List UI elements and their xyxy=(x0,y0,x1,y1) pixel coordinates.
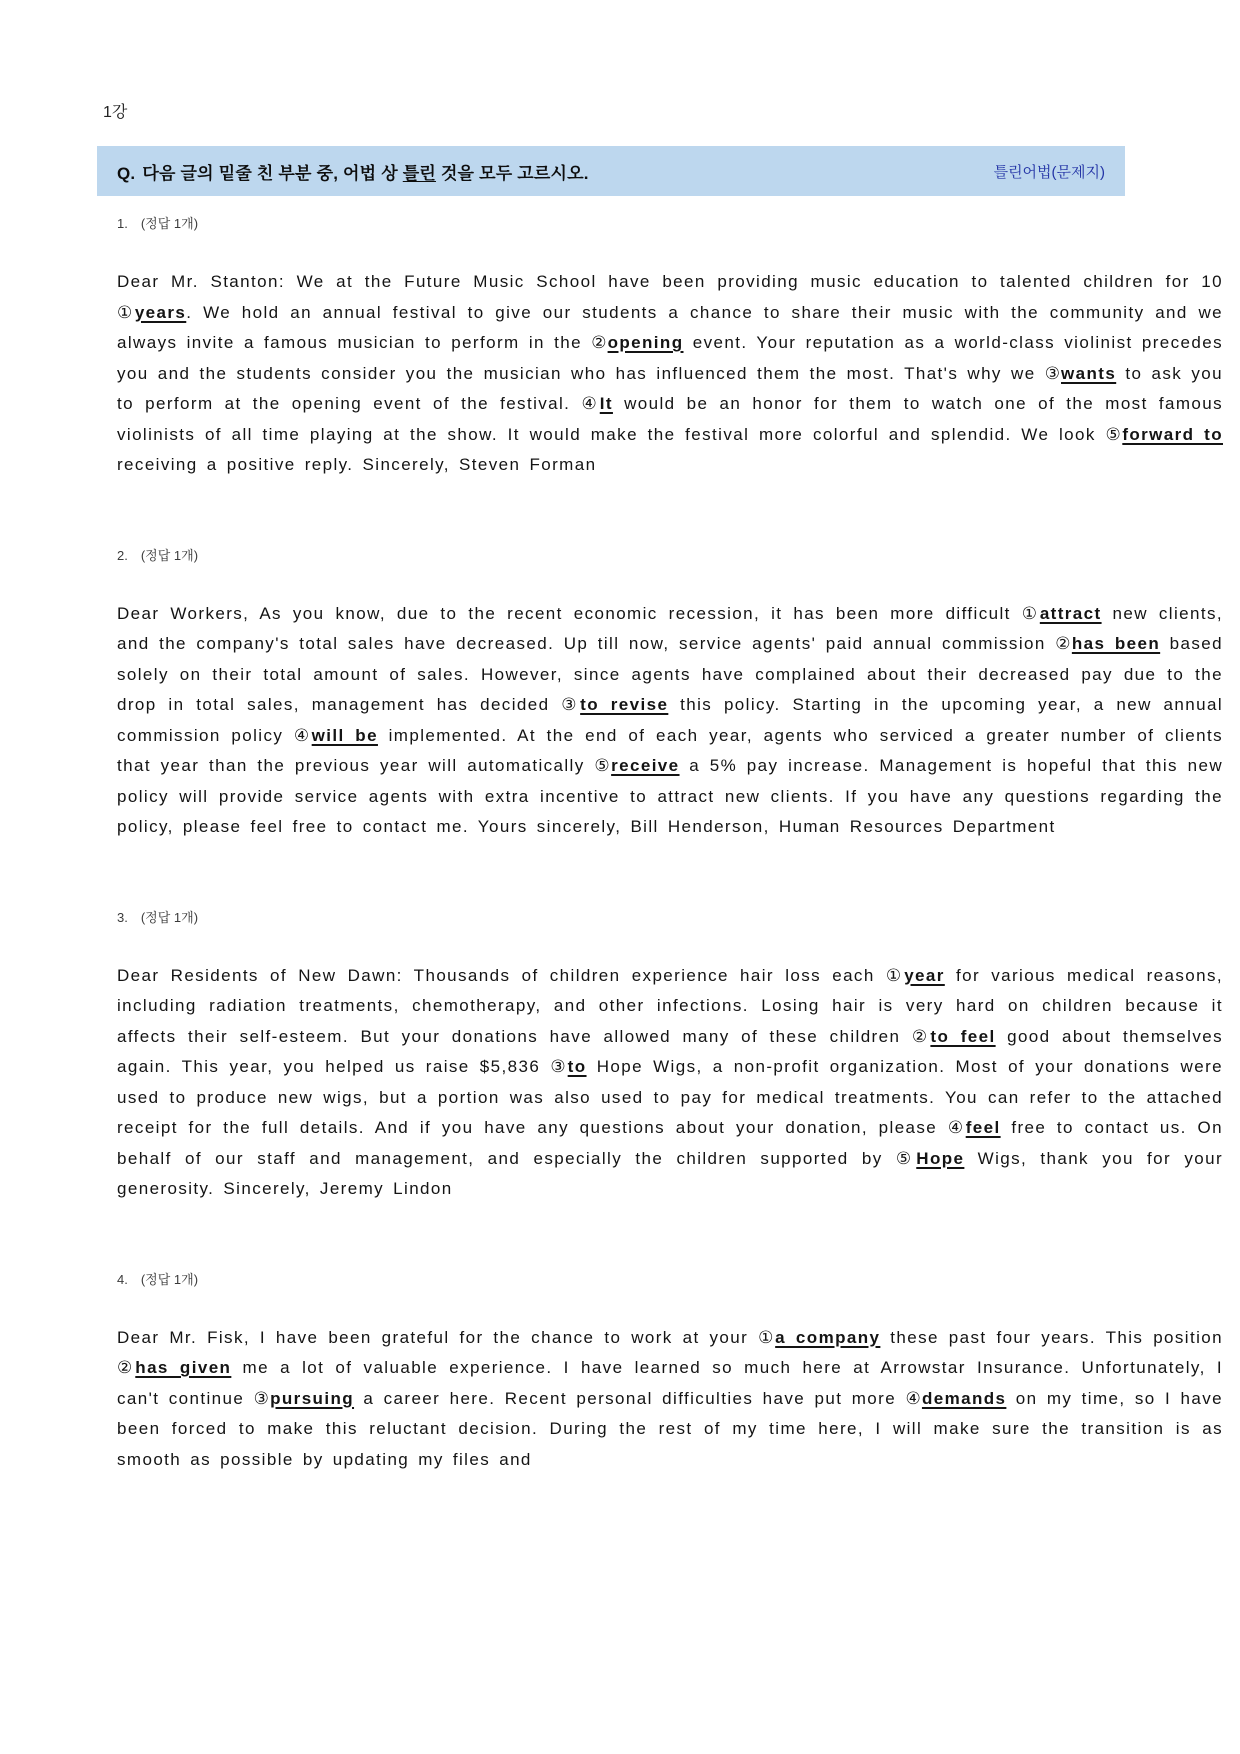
choice-marker: ⑤ xyxy=(594,756,611,775)
choice-marker: ③ xyxy=(550,1057,567,1076)
underlined-choice xyxy=(117,303,186,322)
choice-phrase: year xyxy=(904,965,945,985)
question-block xyxy=(117,909,1223,1205)
choice-phrase: feel xyxy=(965,1118,1001,1137)
choice-phrase: to revise xyxy=(580,695,669,714)
passage-paragraph: Dear Mr. Stanton: We at the Future Music School have been providing music education to talented children for 10 ①years. We hold an annual festival to give our students a chance to share their music with the community and we always invite a famous musician to perform in the ②opening event. Your reputation as a world-class violinist precedes you and the students consider you the musician who has influenced them the most. That's why we ③wants to ask you to perform at the opening event of the festival. ④It would be an honor for them to watch one of the most famous violinists of all time playing at the show. It would make the festival more colorful and splendid. We look ⑤forward to receiving a positive reply. Sincerely, Steven Forman xyxy=(117,272,1224,474)
choice-phrase: demands xyxy=(921,1388,1007,1408)
choice-phrase: has given xyxy=(135,1358,232,1377)
choice-marker: ① xyxy=(885,965,904,985)
underlined-choice xyxy=(294,726,378,745)
question-block xyxy=(117,215,1223,481)
question-label xyxy=(117,547,1223,565)
choice-phrase: years xyxy=(134,302,187,322)
underlined-choice xyxy=(561,695,668,714)
choice-marker: ② xyxy=(911,1026,930,1046)
underlined-choice xyxy=(1022,604,1102,623)
question-number: 4. xyxy=(117,1271,128,1287)
choice-phrase: pursuing xyxy=(270,1388,355,1408)
choice-phrase: opening xyxy=(607,333,684,352)
underlined-choice xyxy=(912,1027,996,1046)
worksheet-type-tag: 틀린어법(문제지) xyxy=(993,163,1105,181)
underlined-choice xyxy=(1045,364,1116,383)
underlined-choice xyxy=(758,1328,880,1347)
choice-phrase: has been xyxy=(1071,634,1161,653)
choice-phrase: receive xyxy=(611,756,680,775)
choice-marker: ⑤ xyxy=(1105,424,1122,444)
choice-marker: ③ xyxy=(1044,363,1061,383)
question-label xyxy=(117,909,1223,927)
question-block xyxy=(117,1271,1223,1476)
choice-phrase: It xyxy=(599,394,613,413)
answer-count-note: (정답 1개) xyxy=(140,547,199,563)
question-label xyxy=(117,215,1223,233)
choice-phrase: attract xyxy=(1039,603,1102,623)
instruction-text-pre: 다음 글의 밑줄 친 부분 중, 어법 상 xyxy=(142,163,403,183)
underlined-choice xyxy=(581,394,612,413)
choice-phrase: to xyxy=(567,1057,587,1076)
passage-paragraph: Dear Mr. Fisk, I have been grateful for the chance to work at your ①a company these past four years. This position ②has given me a lot of valuable experience. I have learned so much here at Arrowstar Insurance. Unfortunately, I can't continue ③pursuing a career here. Recent personal difficulties have put more ④demands on my time, so I have been forced to make this reluctant decision. During the rest of my time here, I will make sure the transition is as smooth as possible by updating my files and xyxy=(117,1327,1223,1469)
choice-marker: ③ xyxy=(561,695,580,714)
answer-count-note: (정답 1개) xyxy=(140,909,199,925)
choice-marker: ① xyxy=(1021,603,1039,623)
answer-count-note: (정답 1개) xyxy=(140,1271,199,1287)
passage-paragraph: Dear Residents of New Dawn: Thousands of children experience hair loss each ①year for various medical reasons, including radiation treatments, chemotherapy, and other infections. Losing hair is very hard on children because it affects their self-esteem. But your donations have allowed many of these children ②to feel good about themselves again. This year, you helped us raise $5,836 ③to Hope Wigs, a non-profit organization. Most of your donations were used to produce new wigs, but a portion was also used to pay for medical treatments. You can refer to the attached receipt for the full details. And if you have any questions about your donation, please ④feel free to contact us. On behalf of our staff and management, and especially the children supported by ⑤Hope Wigs, thank you for your generosity. Sincerely, Jeremy Lindon xyxy=(117,965,1224,1198)
question-label xyxy=(117,1271,1223,1289)
question-q-prefix: Q. xyxy=(117,163,136,183)
choice-phrase: will be xyxy=(311,725,378,745)
choice-phrase: to feel xyxy=(930,1026,996,1046)
choice-marker: ④ xyxy=(581,394,599,413)
choice-marker: ② xyxy=(1055,634,1071,653)
choice-marker: ⑤ xyxy=(895,1148,916,1168)
question-number: 1. xyxy=(117,216,128,231)
underlined-choice xyxy=(948,1118,1001,1137)
choice-marker: ① xyxy=(758,1327,775,1347)
answer-count-note: (정답 1개) xyxy=(140,216,199,231)
choice-marker: ④ xyxy=(905,1388,921,1408)
underlined-choice xyxy=(254,1389,354,1408)
choice-marker: ① xyxy=(117,302,134,322)
question-instruction xyxy=(117,159,589,184)
underlined-choice xyxy=(594,756,679,775)
underlined-choice xyxy=(1105,425,1223,444)
underlined-choice xyxy=(117,1358,231,1377)
choice-marker: ④ xyxy=(293,725,311,745)
choice-marker: ④ xyxy=(947,1118,965,1137)
underlined-choice xyxy=(905,1389,1006,1408)
underlined-choice xyxy=(591,333,683,352)
choice-phrase: Hope xyxy=(916,1148,965,1168)
instruction-text-underlined: 틀린 xyxy=(402,163,437,183)
question-block xyxy=(117,547,1223,843)
choice-marker: ② xyxy=(591,333,607,352)
instruction-text-post: 것을 모두 고르시오. xyxy=(436,163,589,183)
choice-phrase: a company xyxy=(775,1327,881,1347)
question-number: 2. xyxy=(117,547,128,563)
choice-phrase: wants xyxy=(1061,363,1117,383)
question-number: 3. xyxy=(117,909,128,925)
choice-marker: ③ xyxy=(253,1388,270,1408)
passage-paragraph: Dear Workers, As you know, due to the recent economic recession, it has been more difficult ①attract new clients, and the company's total sales have decreased. Up till now, service agents' paid annual commission ②has been based solely on their total amount of sales. However, since agents have complained about their decreased pay due to the drop in total sales, management has decided ③to revise this policy. Starting in the upcoming year, a new annual commission policy ④will be implemented. At the end of each year, agents who serviced a greater number of clients that year than the previous year will automatically ⑤receive a 5% pay increase. Management is hopeful that this new policy will provide service agents with extra incentive to attract new clients. If you have any questions regarding the policy, please feel free to contact me. Yours sincerely, Bill Henderson, Human Resources Department xyxy=(117,603,1223,836)
lesson-number: 1강 xyxy=(103,104,128,121)
choice-phrase: forward to xyxy=(1122,424,1223,444)
underlined-choice xyxy=(550,1057,586,1076)
questions-container xyxy=(117,215,1223,1475)
underlined-choice xyxy=(896,1149,964,1168)
underlined-choice xyxy=(1055,634,1160,653)
choice-marker: ② xyxy=(117,1358,135,1377)
question-header-bar xyxy=(97,146,1125,196)
underlined-choice xyxy=(886,966,945,985)
